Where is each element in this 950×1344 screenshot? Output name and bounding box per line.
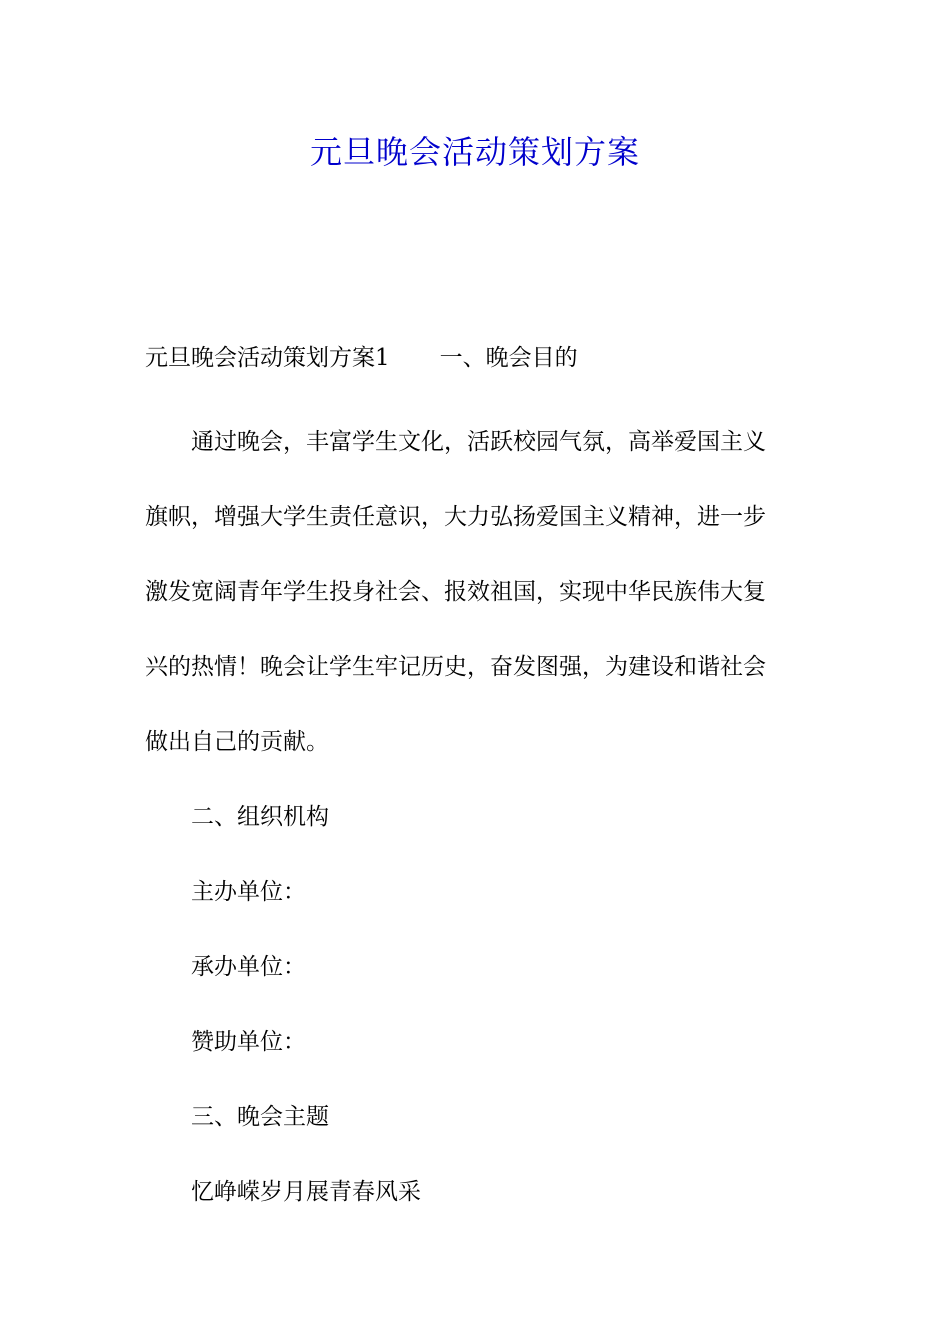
purpose-line-3: 激发宽阔青年学生投身社会、报效祖国，实现中华民族伟大复 [145,579,766,605]
theme-heading: 三、晚会主题 [191,1104,329,1130]
theme-text: 忆峥嵘岁月展青春风采 [191,1179,421,1205]
purpose-line-2: 旗帜，增强大学生责任意识，大力弘扬爱国主义精神，进一步 [145,504,766,530]
purpose-line-1: 通过晚会，丰富学生文化，活跃校园气氛，高举爱国主义 [191,429,766,455]
sponsor-line: 赞助单位： [191,1029,306,1055]
undertaker-line: 承办单位： [191,954,306,980]
purpose-paragraph [145,405,807,780]
section-heading-line [145,340,810,377]
purpose-line-5: 做出自己的贡献。 [145,729,329,755]
document-body [145,340,810,1230]
purpose-line-4: 兴的热情！晚会让学生牢记历史，奋发图强，为建设和谐社会 [145,654,766,680]
document-title: 元旦晚会活动策划方案 [309,133,640,171]
org-heading: 二、组织机构 [191,804,329,830]
plan-label: 元旦晚会活动策划方案1 [145,345,390,371]
organizer-line: 主办单位： [191,879,306,905]
purpose-heading: 一、晚会目的 [439,345,578,371]
